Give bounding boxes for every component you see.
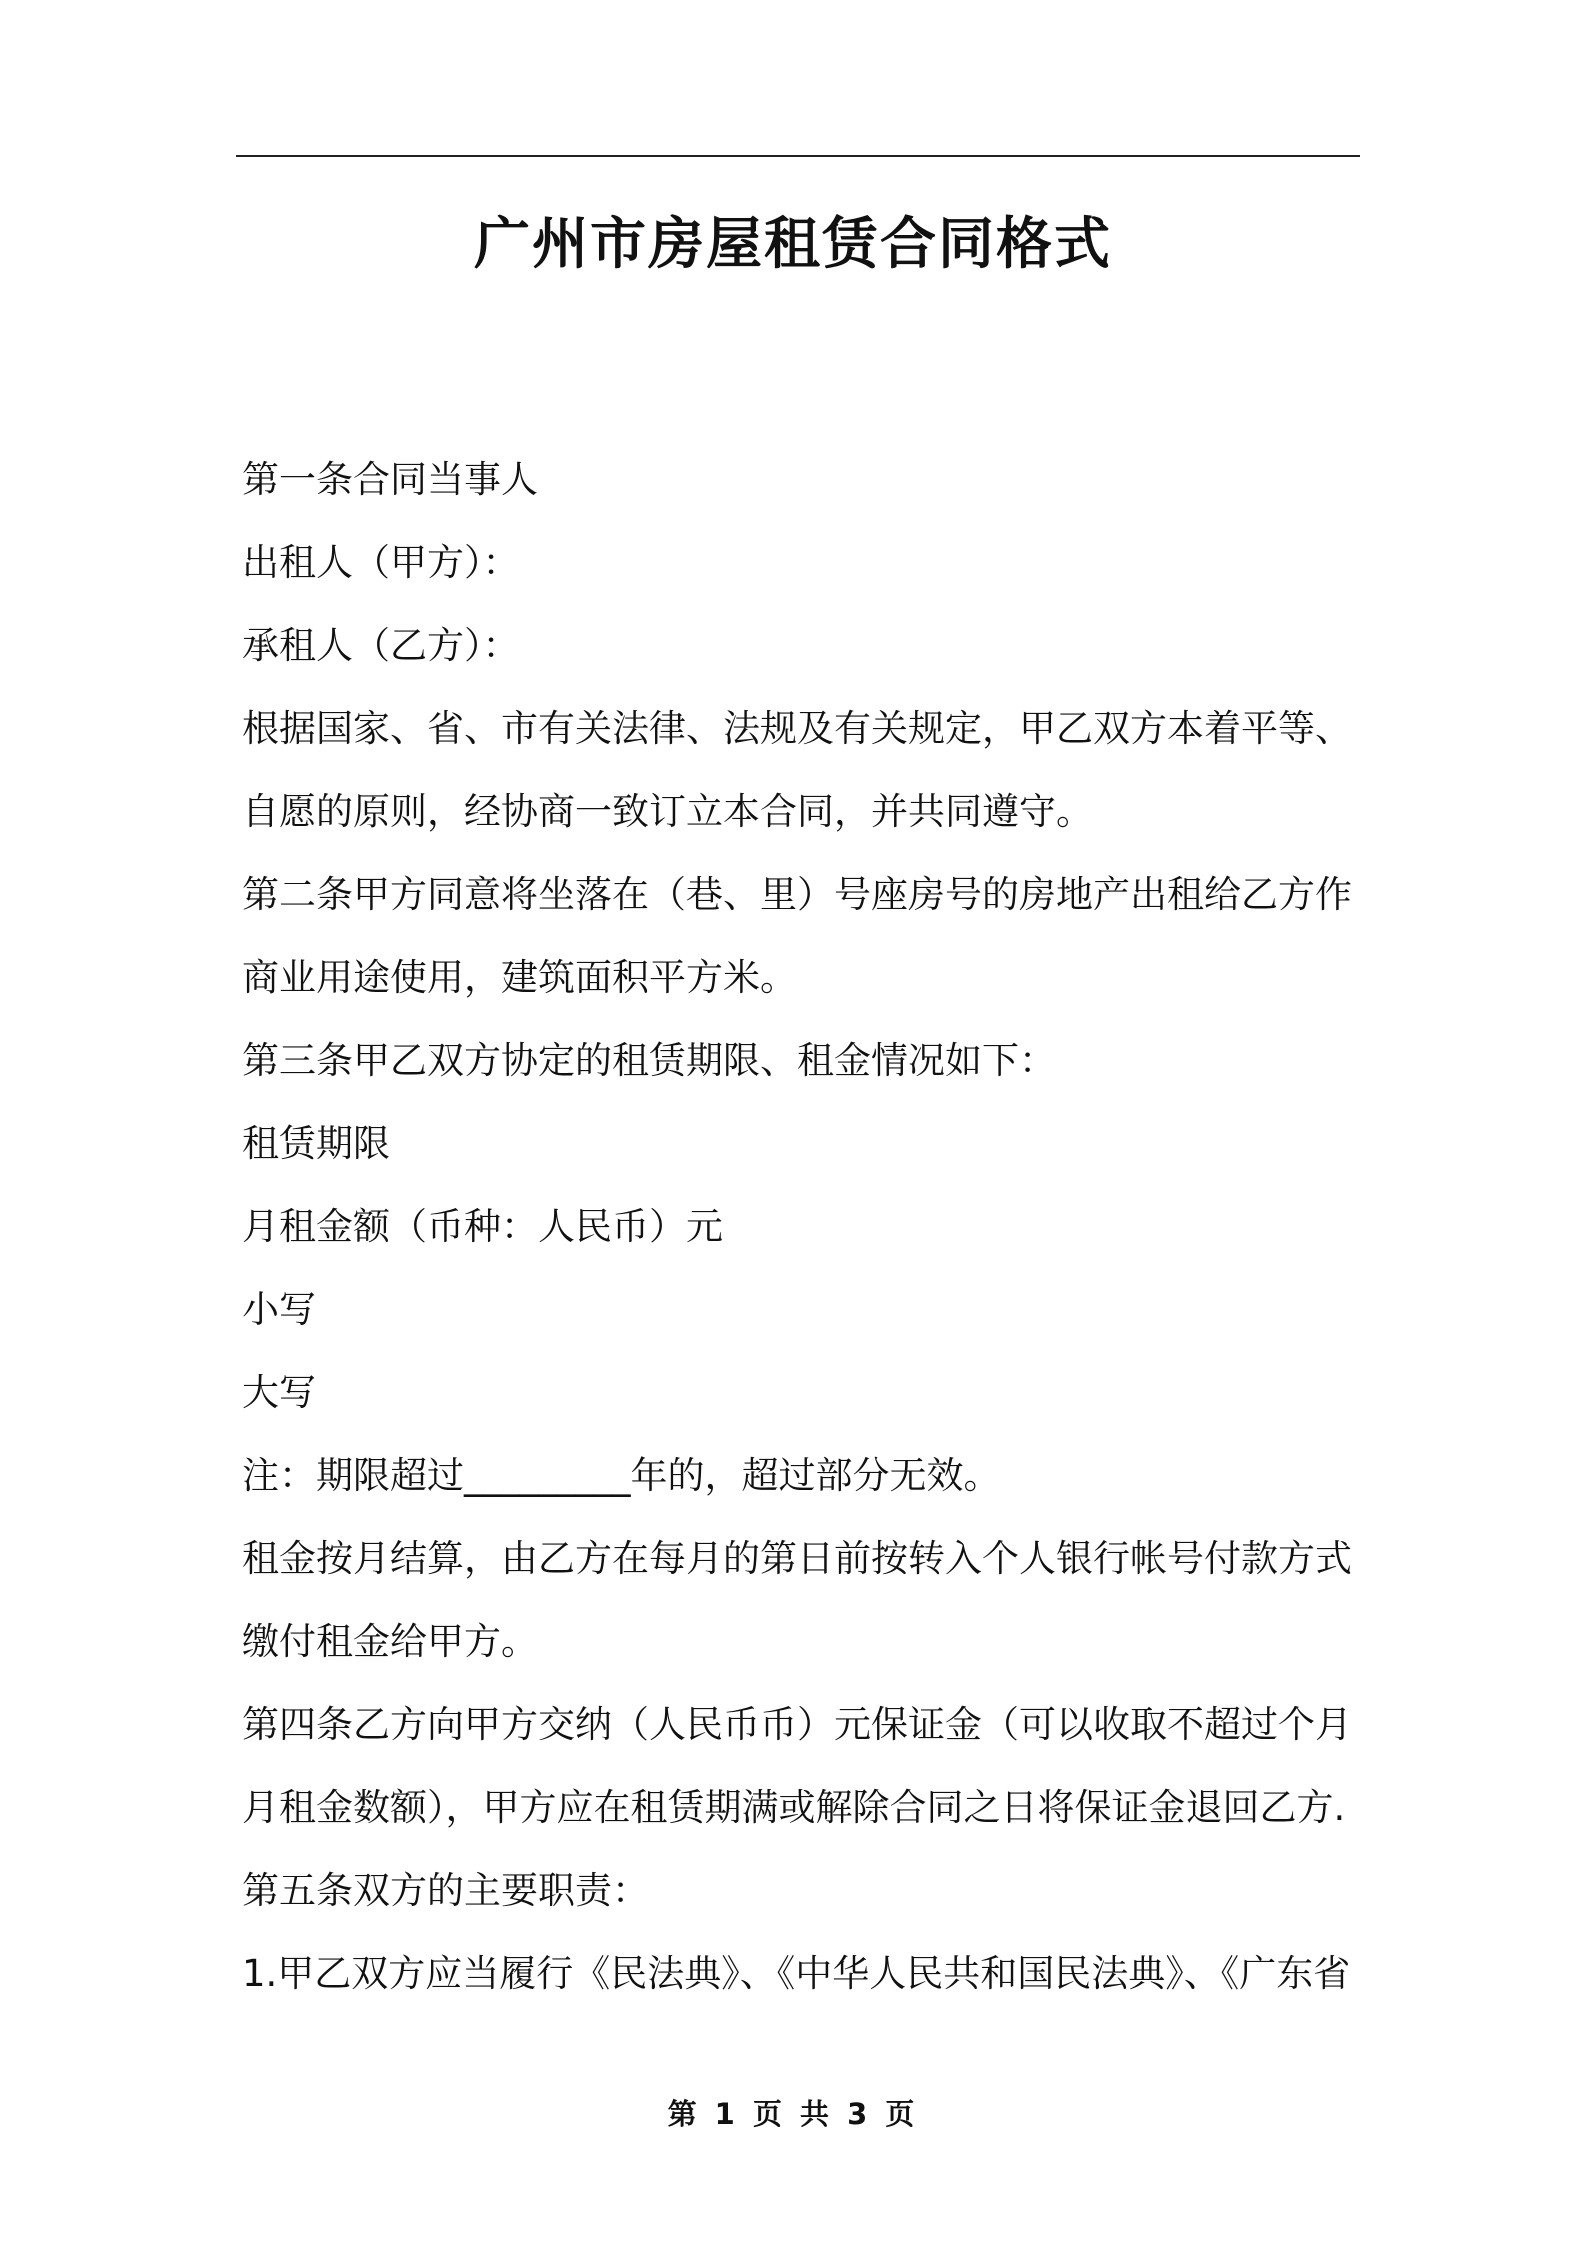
body-line: 第一条合同当事人 (242, 458, 538, 501)
body-line: 月租金额（币种：人民币）元 (242, 1205, 723, 1248)
body-line: 第五条双方的主要职责： (242, 1869, 649, 1912)
body-line: 大写 (242, 1371, 316, 1414)
document-title: 广州市房屋租赁合同格式 (474, 212, 1112, 277)
body-line: 缴付租金给甲方。 (242, 1620, 538, 1663)
body-line: 1.甲乙双方应当履行《民法典》、《中华人民共和国民法典》、《广东省 (242, 1952, 1351, 1995)
body-line: 租赁期限 (242, 1122, 390, 1165)
body-line: 出租人（甲方）： (242, 541, 520, 584)
body-line: 承租人（乙方）： (242, 624, 520, 667)
body-line: 第三条甲乙双方协定的租赁期限、租金情况如下： (242, 1039, 1056, 1082)
body-line: 商业用途使用，建筑面积平方米。 (242, 956, 797, 999)
page-number-footer: 第 1 页 共 3 页 (667, 2097, 919, 2131)
header-rule (236, 155, 1360, 157)
body-line: 小写 (242, 1288, 316, 1331)
document-body (242, 438, 1362, 2015)
body-line: 自愿的原则，经协商一致订立本合同，并共同遵守。 (242, 790, 1093, 833)
body-line: 租金按月结算，由乙方在每月的第日前按转入个人银行帐号付款方式 (242, 1537, 1352, 1580)
body-line: 第四条乙方向甲方交纳（人民币币）元保证金（可以收取不超过个月 (242, 1703, 1352, 1746)
body-line: 月租金数额），甲方应在租赁期满或解除合同之日将保证金退回乙方. (242, 1786, 1346, 1829)
body-line: 第二条甲方同意将坐落在（巷、里）号座房号的房地产出租给乙方作 (242, 873, 1352, 916)
body-line: 注：期限超过_________年的，超过部分无效。 (242, 1454, 1001, 1497)
body-line: 根据国家、省、市有关法律、法规及有关规定，甲乙双方本着平等、 (242, 707, 1352, 750)
